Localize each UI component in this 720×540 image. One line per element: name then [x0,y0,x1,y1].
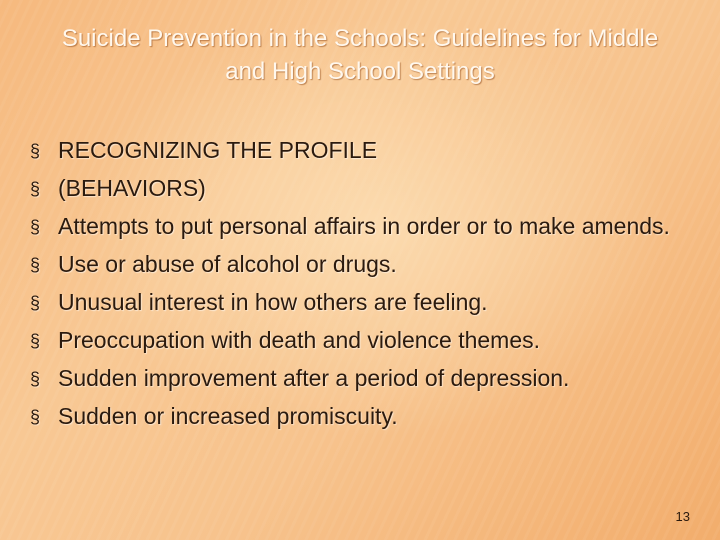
bullet-text: Sudden or increased promiscuity. [58,403,398,429]
page-number: 13 [675,509,690,524]
bullet-marker-icon: § [30,141,41,161]
bullet-item [30,174,700,204]
bullet-marker-icon: § [30,331,41,351]
bullet-text: Use or abuse of alcohol or drugs. [58,251,397,277]
bullet-item [30,402,700,432]
bullet-text: (BEHAVIORS) [58,175,206,201]
bullet-list [30,136,700,440]
bullet-marker-icon: § [30,369,41,389]
bullet-item [30,212,700,242]
bullet-text: Unusual interest in how others are feeling. [58,289,488,315]
bullet-item [30,364,700,394]
bullet-text: Sudden improvement after a period of depression. [58,365,570,391]
bullet-marker-icon: § [30,179,41,199]
bullet-marker-icon: § [30,293,41,313]
bullet-item [30,250,700,280]
bullet-marker-icon: § [30,255,41,275]
slide-title: Suicide Prevention in the Schools: Guidelines for Middle and High School Settings [61,25,659,85]
bullet-marker-icon: § [30,217,41,237]
bullet-text: Preoccupation with death and violence themes. [58,327,541,353]
bullet-text: RECOGNIZING THE PROFILE [58,137,378,163]
bullet-text: Attempts to put personal affairs in order or to make amends. [58,213,670,239]
bullet-item [30,136,700,166]
bullet-marker-icon: § [30,407,41,427]
bullet-item [30,326,700,356]
bullet-item [30,288,700,318]
